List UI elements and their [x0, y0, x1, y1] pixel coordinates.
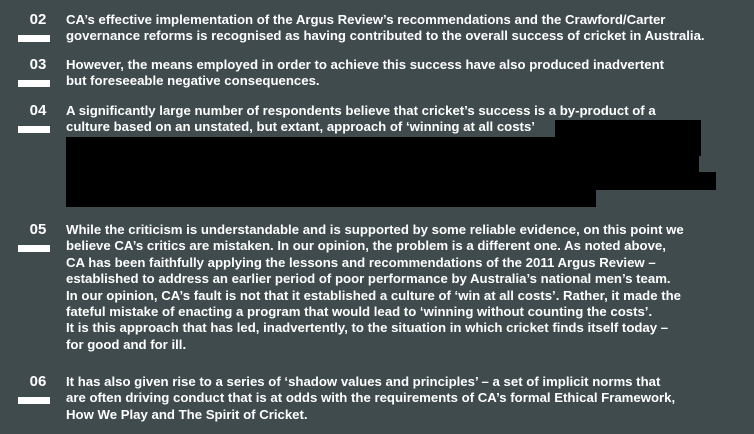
paragraph-text — [66, 12, 750, 45]
number-underline-bar — [18, 80, 50, 87]
text-line: established to address an earlier period of poor performance by Australia’s national men’s team. — [66, 271, 671, 287]
text-line: but foreseeable negative consequences. — [66, 73, 320, 89]
text-line: CA’s effective implementation of the Argus Review’s recommendations and the Crawford/Carter — [66, 12, 666, 27]
paragraph-text — [66, 222, 750, 353]
text-line: A significantly large number of respondents believe that cricket’s success is a by-product of a — [66, 103, 656, 118]
item-number: 02 — [29, 11, 47, 28]
redaction-block — [66, 155, 699, 173]
text-line: believe CA’s critics are mistaken. In our opinion, the problem is a different one. As noted above, — [66, 238, 666, 254]
item-number: 04 — [29, 102, 47, 119]
item-number: 06 — [29, 373, 47, 390]
text-line: However, the means employed in order to achieve this success have also produced inadvertent — [66, 57, 665, 72]
text-line: for good and for ill. — [66, 336, 187, 352]
text-line: governance reforms is recognised as having contributed to the overall success of cricket in Australia. — [66, 28, 705, 44]
text-line: How We Play and The Spirit of Cricket. — [66, 406, 308, 422]
text-line: In our opinion, CA’s fault is not that it established a culture of ‘win at all costs’. Rather, it made the — [66, 287, 682, 303]
text-line: It has also given rise to a series of ‘shadow values and principles’ – a set of implicit norms that — [66, 374, 661, 389]
text-line: fateful mistake of enacting a program that would lead to ‘winning without counting the costs’. — [66, 304, 653, 320]
item-number: 05 — [29, 221, 47, 238]
number-underline-bar — [18, 397, 50, 404]
redaction-block — [555, 120, 701, 138]
text-line: While the criticism is understandable and is supported by some reliable evidence, on this point we — [66, 222, 684, 237]
text-line: CA has been faithfully applying the lessons and recommendations of the 2011 Argus Review – — [66, 254, 656, 270]
redaction-block — [66, 137, 701, 156]
redaction-block — [66, 189, 596, 207]
text-line: are often driving conduct that is at odds with the requirements of CA’s formal Ethical Framework, — [66, 390, 676, 406]
text-line: culture based on an unstated, but extant, approach of ‘winning at all costs’ — [66, 119, 535, 135]
text-line: It is this approach that has led, inadvertently, to the situation in which cricket finds itself today – — [66, 320, 669, 336]
number-underline-bar — [18, 245, 50, 252]
paragraph-text — [66, 374, 750, 423]
paragraph-text — [66, 57, 750, 90]
number-underline-bar — [18, 35, 50, 42]
number-underline-bar — [18, 126, 50, 133]
redaction-block — [66, 172, 716, 190]
item-number: 03 — [29, 56, 47, 73]
